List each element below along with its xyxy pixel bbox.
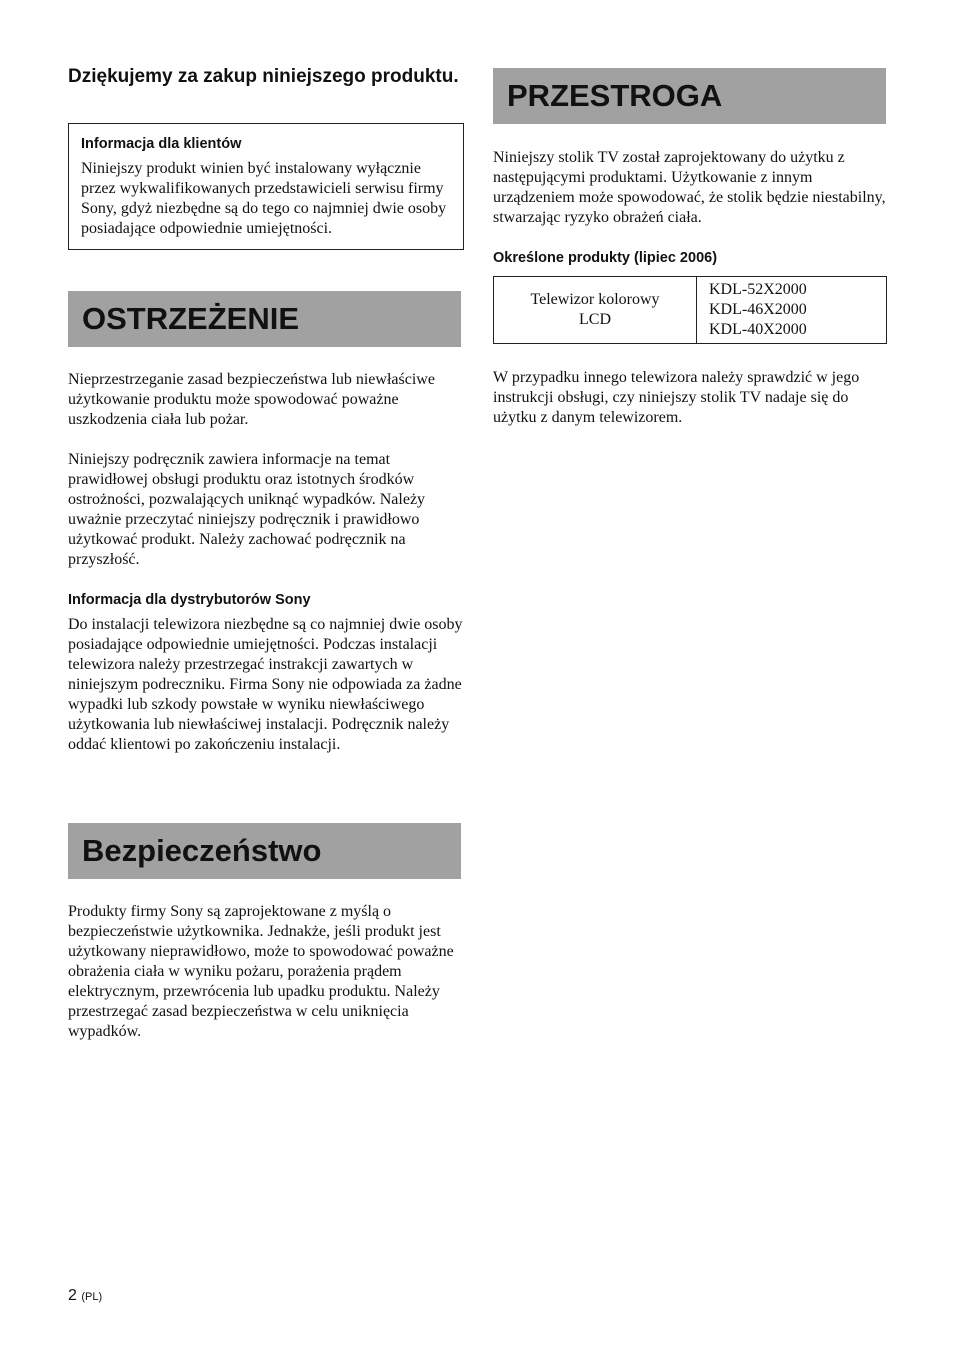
product-models-cell (697, 277, 887, 344)
model-item: KDL-52X2000 (709, 281, 807, 298)
warning-paragraph-1: Nieprzestrzeganie zasad bezpieczeństwa lub niewłaściwe użytkowanie produktu może spowodować poważne uszkodzenia ciała lub pożar. (68, 371, 435, 428)
language-code: (PL) (81, 1291, 103, 1303)
customer-info-title: Informacja dla klientów (81, 136, 242, 152)
dealers-info-text: Do instalacji telewizora niezbędne są co najmniej dwie osoby posiadające odpowiednie umiejętności. Podczas instalacji telewizora należy przestrzegać instrakcji zawartych w niniejszym podreczniku. Firma Sony nie odpowiada za żadne wypadki lub szkody powstałe w wyniku niewłaściwego użytkowania lub niewłaściwej instalacji. Podręcznik należy oddać klientowi po zakończeniu instalacji. (68, 616, 463, 753)
warning-heading: OSTRZEŻENIE (82, 301, 300, 336)
product-type-line-1: Telewizor kolorowy (530, 291, 660, 308)
caution-banner (493, 68, 886, 124)
caution-heading: PRZESTROGA (507, 78, 723, 113)
page-footer (68, 1287, 102, 1305)
thanks-heading: Dziękujemy za zakup niniejszego produktu. (68, 66, 459, 87)
customer-info-box (68, 123, 464, 250)
product-type-line-2: LCD (579, 311, 611, 328)
product-type-cell (494, 277, 697, 344)
safety-banner (68, 823, 461, 879)
products-title: Określone produkty (lipiec 2006) (493, 250, 718, 266)
dealers-info-title: Informacja dla dystrybutorów Sony (68, 592, 311, 608)
safety-heading: Bezpieczeństwo (82, 833, 322, 868)
caution-text: Niniejszy stolik TV został zaprojektowany do użytku z następującymi produktami. Użytkowanie z innym urządzeniem może spowodować, że stolik będzie niestabilny, stwarzając ryzyko obrażeń ciała. (493, 149, 886, 226)
warning-banner (68, 291, 461, 347)
products-table (493, 276, 887, 344)
model-item: KDL-40X2000 (709, 321, 807, 338)
customer-info-text: Niniejszy produkt winien być instalowany wyłącznie przez wykwalifikowanych przedstawicieli serwisu firmy Sony, gdyż niezbędne są do tego co najmniej dwie osoby posiadające odpowiednie umiejętności. (81, 160, 447, 237)
safety-text: Produkty firmy Sony są zaprojektowane z myślą o bezpieczeństwie użytkownika. Jednakże, jeśli produkt jest użytkowany nieprawidłowo, może to spowodować poważne obrażenia ciała w wyniku pożaru, porażenia prądem elektrycznym, przewrócenia lub upadku produktu. Należy przestrzegać zasad bezpieczeństwa w celu uniknięcia wypadków. (68, 903, 454, 1040)
dealers-info (68, 590, 464, 755)
page-number: 2 (68, 1287, 77, 1304)
model-item: KDL-46X2000 (709, 301, 807, 318)
table-row (494, 277, 887, 344)
warning-paragraph-2: Niniejszy podręcznik zawiera informacje na temat prawidłowej obsługi produktu oraz istotnych środków ostrożności, pozwalających uniknąć wypadków. Należy uważnie przeczytać niniejszy podręcznik i prawidłowo użytkować produkt. Należy zachować podręcznik na przyszłość. (68, 451, 426, 568)
other-tv-text: W przypadku innego telewizora należy sprawdzić w jego instrukcji obsługi, czy niniejszy stolik TV nadaje się do użytku z danym telewizorem. (493, 369, 860, 426)
